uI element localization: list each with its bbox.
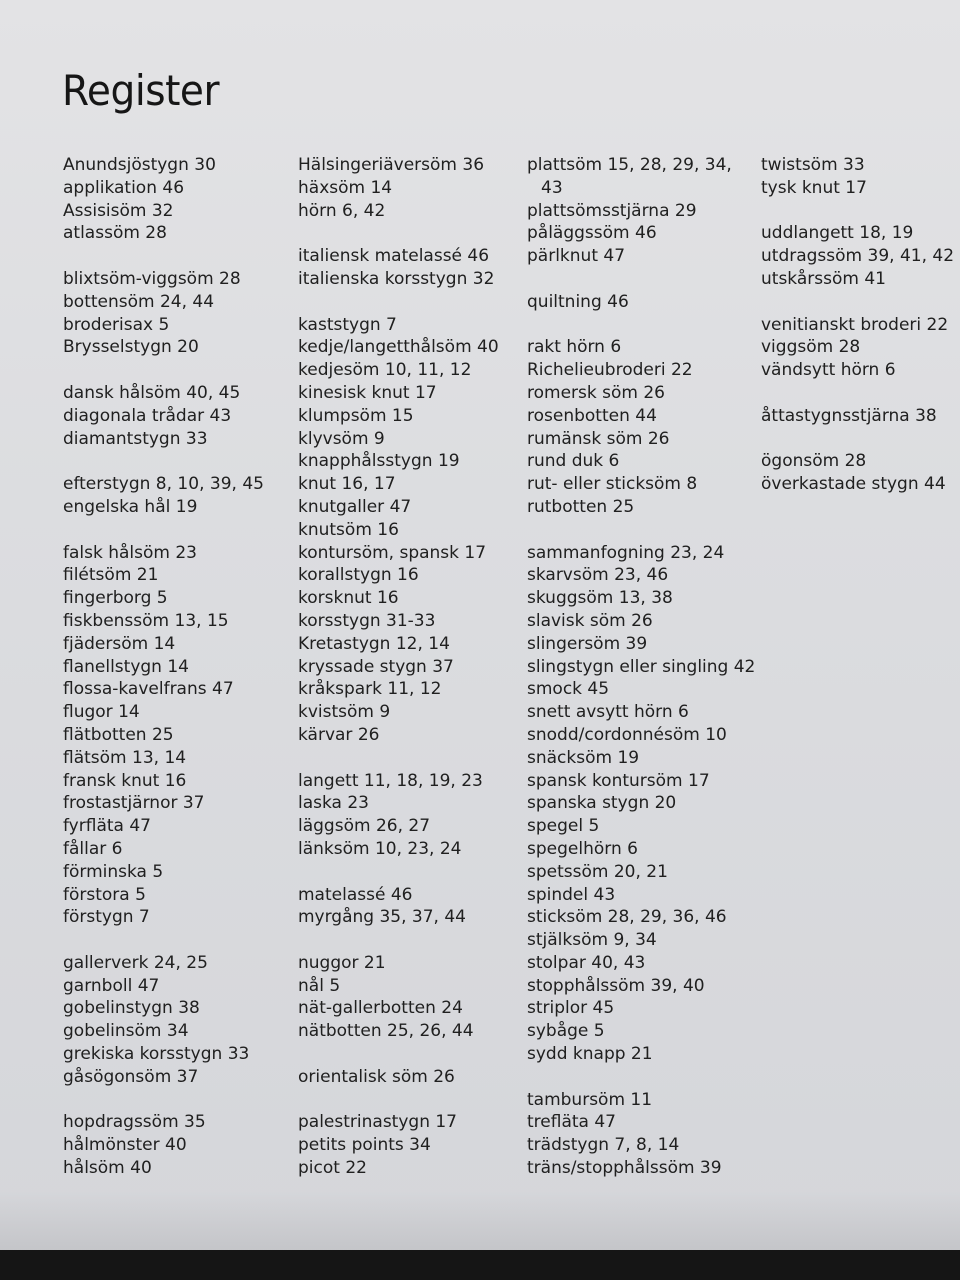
index-entry: palestrinastygn 17 [298,1112,458,1133]
index-entry: spetssöm 20, 21 [527,861,668,882]
index-entry: förstora 5 [63,884,146,905]
index-entry: skarvsöm 23, 46 [527,565,669,586]
index-entry: fjädersöm 14 [63,633,176,654]
group-spacer [761,200,956,223]
index-entry: orientalisk söm 26 [298,1066,455,1087]
index-entry: spansk kontursöm 17 [527,770,710,791]
group-spacer [298,291,513,314]
index-entry: nätbotten 25, 26, 44 [298,1021,474,1042]
index-entry: kinesisk knut 17 [298,382,437,403]
index-entry: fyrfläta 47 [63,816,151,837]
index-entry: applikation 46 [63,177,185,198]
index-entry: diamantstygn 33 [63,428,208,449]
index-entry: bottensöm 24, 44 [63,291,215,312]
group-spacer [527,519,747,542]
index-entry: spegel 5 [527,816,600,837]
group-spacer [298,861,513,884]
index-entry: striplor 45 [527,998,615,1019]
index-entry: atlassöm 28 [63,223,167,244]
index-entry: sammanfogning 23, 24 [527,542,725,563]
index-entry: utskårssöm 41 [761,268,886,289]
index-column-1 [63,154,278,1180]
index-entry: trädstygn 7, 8, 14 [527,1135,680,1156]
index-entry: fiskbenssöm 13, 15 [63,610,229,631]
index-entry: grekiska korsstygn 33 [63,1044,250,1065]
index-entry: petits points 34 [298,1135,431,1156]
index-entry: flätsöm 13, 14 [63,747,187,768]
index-entry: filétsöm 21 [63,565,159,586]
index-entry: Richelieubroderi 22 [527,360,693,381]
index-entry: smock 45 [527,679,610,700]
index-entry: korsstygn 31-33 [298,610,436,631]
index-entry: plattsömsstjärna 29 [527,200,697,221]
index-entry: snodd/cordonnésöm 10 [527,724,727,745]
index-entry: häxsöm 14 [298,177,393,198]
index-entry: vändsytt hörn 6 [761,360,896,381]
index-entry: dansk hålsöm 40, 45 [63,382,241,403]
index-entry: myrgång 35, 37, 44 [298,907,466,928]
index-entry: klumpsöm 15 [298,405,414,426]
index-entry: pärlknut 47 [527,246,626,267]
index-entry: snäcksöm 19 [527,747,640,768]
index-entry: ögonsöm 28 [761,451,867,472]
group-spacer [298,747,513,770]
index-entry: överkastade stygn 44 [761,474,946,495]
index-entry: kråkspark 11, 12 [298,679,442,700]
index-entry: korallstygn 16 [298,565,419,586]
index-entry: fingerborg 5 [63,588,168,609]
index-entry: matelassé 46 [298,884,413,905]
group-spacer [761,428,956,451]
index-entry: stopphålssöm 39, 40 [527,975,705,996]
index-entry: rund duk 6 [527,451,620,472]
index-entry: knutgaller 47 [298,496,412,517]
index-entry: förstygn 7 [63,907,150,928]
index-entry: gallerverk 24, 25 [63,952,208,973]
index-entry: falsk hålsöm 23 [63,542,197,563]
index-entry: träns/stopphålssöm 39 [527,1158,722,1179]
index-entry: sybåge 5 [527,1021,605,1042]
index-entry: Kretastygn 12, 14 [298,633,450,654]
group-spacer [63,359,278,382]
index-entry: tambursöm 11 [527,1089,653,1110]
index-entry: snett avsytt hörn 6 [527,702,689,723]
index-entry: kärvar 26 [298,724,380,745]
index-entry: rosenbotten 44 [527,405,657,426]
index-entry: korsknut 16 [298,588,399,609]
index-entry: tysk knut 17 [761,177,867,198]
index-entry: knut 16, 17 [298,474,396,495]
index-entry: stjälksöm 9, 34 [527,930,657,951]
group-spacer [298,929,513,952]
index-entry: knapphålsstygn 19 [298,451,460,472]
index-column-3 [527,154,756,1180]
group-spacer [527,314,747,337]
index-entry: skuggsöm 13, 38 [527,588,673,609]
index-entry: sticksöm 28, 29, 36, 46 [527,907,727,928]
index-entry: klyvsöm 9 [298,428,385,449]
index-entry: uddlangett 18, 19 [761,223,914,244]
index-entry: garnboll 47 [63,975,160,996]
index-entry: diagonala trådar 43 [63,405,232,426]
index-entry: hålmönster 40 [63,1135,187,1156]
index-entry: Assisisöm 32 [63,200,174,221]
index-entry: trefläta 47 [527,1112,616,1133]
index-entry: rakt hörn 6 [527,337,622,358]
index-entry: picot 22 [298,1158,367,1179]
index-entry: länksöm 10, 23, 24 [298,838,462,859]
index-entry: quiltning 46 [527,291,629,312]
index-entry: Anundsjöstygn 30 [63,155,216,175]
group-spacer [298,1043,513,1066]
index-entry: kvistsöm 9 [298,702,391,723]
index-entry: förminska 5 [63,861,164,882]
index-entry: sydd knapp 21 [527,1044,653,1065]
group-spacer [298,222,513,245]
index-entry: blixtsöm-viggsöm 28 [63,268,241,289]
index-entry: flätbotten 25 [63,724,174,745]
group-spacer [63,519,278,542]
index-entry: laska 23 [298,793,369,814]
index-entry: kontursöm, spansk 17 [298,542,487,563]
index-entry: flugor 14 [63,702,140,723]
index-entry: gåsögonsöm 37 [63,1066,199,1087]
index-entry: nuggor 21 [298,952,386,973]
index-entry: twistsöm 33 [761,155,865,175]
index-entry: kedje/langetthålsöm 40 [298,337,499,358]
index-column-4 [761,154,956,496]
index-entry: kryssade stygn 37 [298,656,454,677]
index-entry: italiensk matelassé 46 [298,246,490,267]
index-entry: gobelinstygn 38 [63,998,200,1019]
group-spacer [298,1089,513,1112]
index-entry: gobelinsöm 34 [63,1021,189,1042]
index-entry: slingstygn eller singling 42 [527,656,756,677]
index-entry: slavisk söm 26 [527,610,653,631]
group-spacer [761,382,956,405]
group-spacer [63,245,278,268]
index-entry: stolpar 40, 43 [527,952,646,973]
index-entry: italienska korsstygn 32 [298,268,495,289]
index-entry: nål 5 [298,975,341,996]
index-entry: rut- eller sticksöm 8 [527,474,698,495]
index-entry: knutsöm 16 [298,519,399,540]
group-spacer [527,268,747,291]
index-entry: flanellstygn 14 [63,656,189,677]
index-entry: slingersöm 39 [527,633,648,654]
index-entry: fållar 6 [63,838,123,859]
index-entry: efterstygn 8, 10, 39, 45 [63,474,264,495]
index-entry: kedjesöm 10, 11, 12 [298,360,472,381]
index-entry: hålsöm 40 [63,1158,152,1179]
index-entry: åttastygnsstjärna 38 [761,405,937,426]
index-entry: Brysselstygn 20 [63,337,199,358]
index-entry: hörn 6, 42 [298,200,386,221]
index-entry: frostastjärnor 37 [63,793,205,814]
index-entry: viggsöm 28 [761,337,861,358]
index-entry: påläggssöm 46 [527,223,657,244]
group-spacer [63,450,278,473]
index-column-2 [298,154,513,1180]
index-entry: fransk knut 16 [63,770,187,791]
index-entry: kaststygn 7 [298,314,397,335]
index-entry: broderisax 5 [63,314,170,335]
index-entry: spindel 43 [527,884,616,905]
index-entry: rumänsk söm 26 [527,428,670,449]
index-entry: läggsöm 26, 27 [298,816,431,837]
index-entry: langett 11, 18, 19, 23 [298,770,483,791]
index-entry: rutbotten 25 [527,496,635,517]
index-entry: spanska stygn 20 [527,793,677,814]
index-entry: Hälsingeriäversöm 36 [298,155,485,175]
page-title: Register [62,66,220,115]
index-entry: romersk söm 26 [527,382,665,403]
group-spacer [761,291,956,314]
group-spacer [63,1089,278,1112]
index-entry: nät-gallerbotten 24 [298,998,463,1019]
group-spacer [63,929,278,952]
index-entry: flossa-kavelfrans 47 [63,679,234,700]
index-entry: spegelhörn 6 [527,838,638,859]
page-bottom-shadow [0,1250,960,1280]
index-entry: hopdragssöm 35 [63,1112,206,1133]
index-entry: plattsöm 15, 28, 29, 34, 43 [527,155,732,198]
index-entry: utdragssöm 39, 41, 42 [761,246,955,267]
group-spacer [527,1066,747,1089]
index-entry: venitianskt broderi 22 [761,314,949,335]
index-entry: engelska hål 19 [63,496,198,517]
